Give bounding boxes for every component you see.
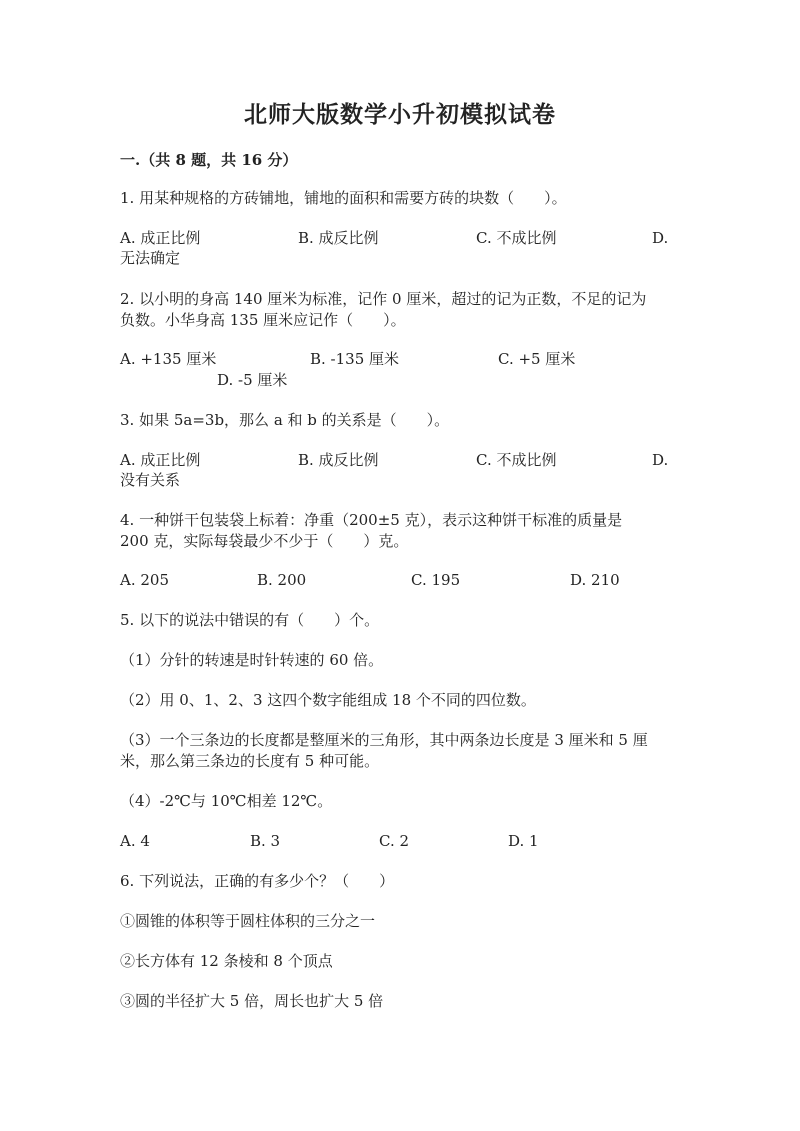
- option-a: A. 205: [120, 571, 169, 589]
- statement-3-continued: 米，那么第三条边的长度有 5 种可能。: [120, 752, 380, 770]
- option-d: D.: [652, 451, 669, 469]
- statement-4: （4）-2℃与 10℃相差 12℃。: [120, 792, 333, 810]
- question-5-stem: [120, 609, 379, 631]
- question-4-stem-continued: 200 克，实际每袋最少不少于（ ）克。: [120, 532, 409, 550]
- statement-3: ③圆的半径扩大 5 倍，周长也扩大 5 倍: [120, 992, 384, 1010]
- statement-2: （2）用 0、1、2、3 这四个数字能组成 18 个不同的四位数。: [120, 691, 536, 709]
- option-c: C. 不成比例: [476, 229, 557, 247]
- question-2-stem: [120, 288, 646, 310]
- question-1-stem: [120, 187, 567, 209]
- option-d: D.: [652, 229, 669, 247]
- question-number: 2.: [120, 290, 135, 308]
- option-a: A. 成正比例: [120, 229, 201, 247]
- option-c: C. 195: [411, 571, 461, 589]
- option-b: B. -135 厘米: [310, 350, 400, 368]
- question-number: 4.: [120, 511, 135, 529]
- statement-1: （1）分针的转速是时针转速的 60 倍。: [120, 651, 384, 669]
- question-text: 以小明的身高 140 厘米为标准，记作 0 厘米，超过的记为正数，不足的记为: [139, 290, 647, 308]
- option-d: D. -5 厘米: [217, 371, 288, 389]
- option-d-text: 没有关系: [120, 471, 181, 489]
- option-c: C. +5 厘米: [498, 350, 576, 368]
- question-2-stem-continued: 负数。小华身高 135 厘米应记作（ ）。: [120, 311, 406, 329]
- question-3-stem: [120, 409, 449, 431]
- question-text: 一种饼干包装袋上标着：净重（200±5 克），表示这种饼干标准的质量是: [139, 511, 623, 529]
- option-d-text: 无法确定: [120, 249, 181, 267]
- question-number: 1.: [120, 189, 135, 207]
- question-number: 6.: [120, 872, 135, 890]
- option-a: A. 成正比例: [120, 451, 201, 469]
- statement-2: ②长方体有 12 条棱和 8 个顶点: [120, 952, 333, 970]
- option-c: C. 不成比例: [476, 451, 557, 469]
- option-b: B. 200: [257, 571, 307, 589]
- question-6-stem: [120, 870, 394, 892]
- option-a: A. +135 厘米: [120, 350, 217, 368]
- statement-1: ①圆锥的体积等于圆柱体积的三分之一: [120, 912, 376, 930]
- option-d: D. 1: [508, 832, 539, 850]
- option-b: B. 成反比例: [298, 229, 379, 247]
- question-text: 以下的说法中错误的有（ ）个。: [139, 611, 380, 629]
- statement-3: （3）一个三条边的长度都是整厘米的三角形，其中两条边长度是 3 厘米和 5 厘: [120, 731, 648, 749]
- option-b: B. 3: [250, 832, 281, 850]
- question-text: 下列说法，正确的有多少个？（ ）: [139, 872, 395, 890]
- question-number: 5.: [120, 611, 135, 629]
- option-a: A. 4: [120, 832, 150, 850]
- page-title: 北师大版数学小升初模拟试卷: [244, 101, 556, 128]
- question-4-stem: [120, 509, 622, 531]
- question-text: 如果 5a=3b，那么 a 和 b 的关系是（ ）。: [139, 411, 450, 429]
- option-d: D. 210: [570, 571, 620, 589]
- question-text: 用某种规格的方砖铺地，铺地的面积和需要方砖的块数（ ）。: [139, 189, 567, 207]
- option-c: C. 2: [379, 832, 410, 850]
- question-number: 3.: [120, 411, 135, 429]
- section-heading: 一.（共 8 题，共 16 分）: [120, 151, 298, 169]
- option-b: B. 成反比例: [298, 451, 379, 469]
